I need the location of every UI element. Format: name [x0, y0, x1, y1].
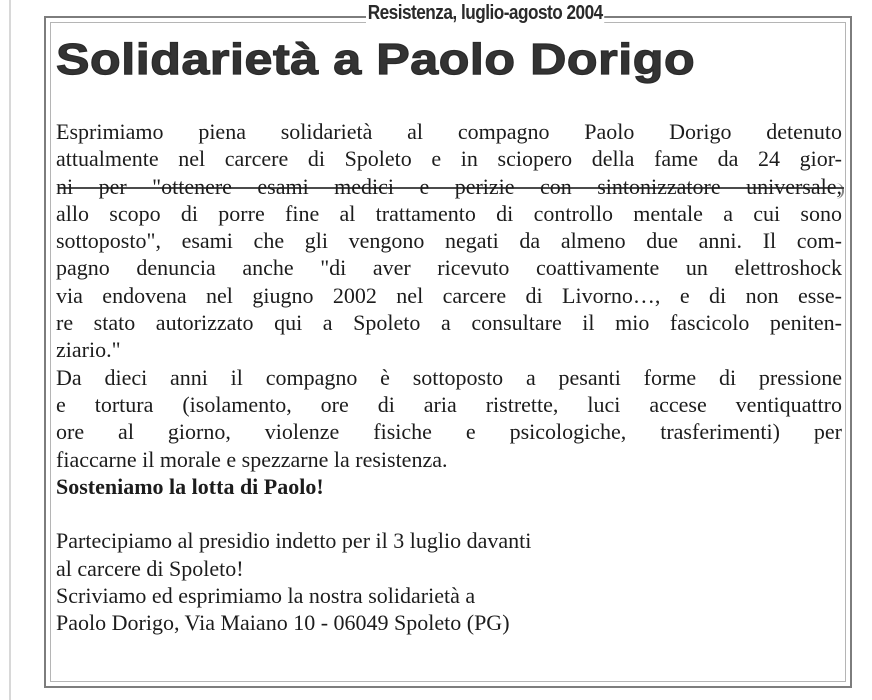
paragraph-2-line: e tortura (isolamento, ore di aria ristrette, luci accese ventiquattro — [56, 391, 842, 417]
article-headline: Solidarietà a Paolo Dorigo — [56, 35, 696, 84]
paragraph-1-line: Esprimiamo piena solidarietà al compagno Paolo Dorigo detenuto — [56, 119, 842, 144]
paragraph-1-line: ziario." — [56, 337, 121, 363]
paragraph-3-line: Paolo Dorigo, Via Maiano 10 - 06049 Spoleto (PG) — [56, 610, 510, 636]
paragraph-2-line: Da dieci anni il compagno è sottoposto a pesanti forme di pressione — [56, 364, 842, 390]
paragraph-3-line: Scriviamo ed esprimiamo la nostra solidarietà a — [56, 583, 476, 609]
paragraph-1-line: ni per "ottenere esami medici e perizie con sintonizzatore universale, — [56, 173, 842, 199]
publication-source: Resistenza, luglio-agosto 2004 — [367, 2, 603, 24]
paragraph-1-line: re stato autorizzato qui a Spoleto a consultare il mio fascicolo peniten- — [56, 310, 842, 336]
page-edge — [9, 0, 11, 700]
paragraph-1-line: pagno denuncia anche "di aver ricevuto coattivamente un elettroshock — [56, 255, 842, 281]
article-body — [56, 118, 842, 637]
paragraph-3-line: Partecipiamo al presidio indetto per il 3 luglio davanti — [56, 528, 532, 554]
paragraph-1-line: attualmente nel carcere di Spoleto e in sciopero della fame da 24 gior- — [56, 146, 842, 172]
slogan: Sosteniamo la lotta di Paolo! — [56, 473, 324, 499]
paragraph-2-line: ore al giorno, violenze fisiche e psicologiche, trasferimenti) per — [56, 419, 842, 445]
paragraph-1-line: allo scopo di porre fine al trattamento di controllo mentale a cui sono — [56, 200, 842, 226]
paragraph-1-line: via endovena nel giugno 2002 nel carcere di Livorno…, e di non esse- — [56, 282, 842, 308]
blank-line — [56, 500, 842, 527]
paragraph-1-line: sottoposto", esami che gli vengono negati da almeno due anni. Il com- — [56, 228, 842, 254]
paragraph-2-line: fiaccarne il morale e spezzarne la resistenza. — [56, 446, 448, 472]
paragraph-3-line: al carcere di Spoleto! — [56, 555, 244, 581]
